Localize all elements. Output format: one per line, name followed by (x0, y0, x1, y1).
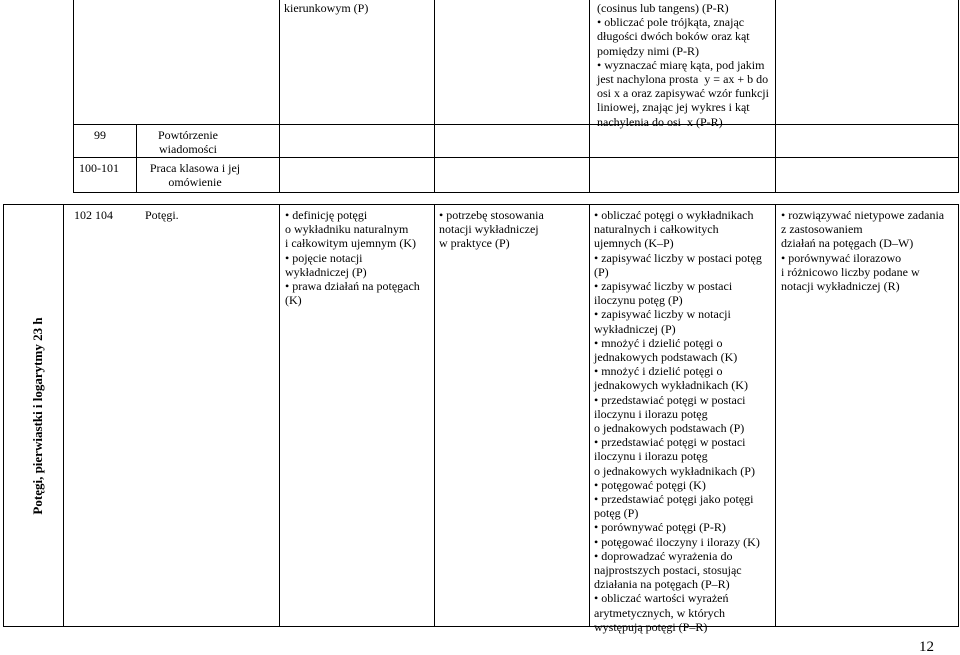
skill-line: wykładniczej (P) (594, 321, 676, 336)
extended-line: notacji wykładniczej (R) (781, 279, 900, 294)
understanding-line: • potrzebę stosowania (439, 208, 544, 222)
extended-line: • rozwiązywać nietypowe zadania (781, 208, 945, 222)
top-table-divider-num (136, 124, 137, 193)
skill-line: • mnożyć i dzielić potęgi o (594, 364, 723, 379)
knowledge-line: (K) (285, 293, 302, 308)
understanding-line: notacji wykładniczej (439, 222, 539, 237)
top-table-divider-2 (434, 0, 435, 193)
section-col-divider (434, 204, 435, 627)
knowledge-line: o wykładniku naturalnym (285, 222, 409, 237)
lesson-number: 102 104 (74, 208, 113, 222)
top-table-right-border (958, 0, 959, 193)
top-table-row-line (73, 124, 959, 125)
top-table-bottom-line (73, 192, 959, 193)
skill-line: arytmetycznych, w których (594, 605, 725, 620)
section-table-bottom-line (3, 626, 959, 627)
skill-line: naturalnych i całkowitych (594, 222, 719, 237)
skill-line: • mnożyć i dzielić potęgi o (594, 335, 723, 350)
lesson-number: 99 (94, 128, 106, 142)
top-table-row-line (73, 157, 959, 158)
skill-line: jednakowych wykładnikach (K) (594, 378, 748, 393)
knowledge-line: • pojęcie notacji (285, 250, 363, 265)
extended-line: działań na potęgach (D–W) (781, 236, 914, 251)
lesson-topic (142, 128, 234, 156)
skill-line: jednakowych podstawach (K) (594, 350, 738, 365)
knowledge-line: • prawa działań na potęgach (285, 279, 420, 294)
lesson-topic-line: Powtórzenie (158, 128, 218, 142)
skill-line: występują potęgi (P–R) (594, 619, 708, 634)
top-table-divider-3 (589, 0, 590, 193)
section-col-divider (775, 204, 776, 627)
section-table-left-border (3, 204, 4, 627)
skill-line: działania na potęgach (P–R) (594, 577, 730, 592)
understanding-line: w praktyce (P) (439, 236, 510, 251)
section-table-top-line (3, 204, 959, 205)
lesson-title: Potęgi. (145, 208, 179, 222)
skill-line: • przedstawiać potęgi w postaci (594, 435, 746, 450)
extended-cell (781, 208, 944, 293)
skills-cell (594, 208, 762, 634)
section-col-divider (279, 204, 280, 627)
knowledge-line: • definicję potęgi (285, 208, 368, 222)
top-table-left-border (73, 0, 74, 193)
extended-line: i różnicowo liczby podane w (781, 264, 920, 279)
skill-line: • obliczać wartości wyrażeń (594, 591, 729, 606)
skill-line: • doprowadzać wyrażenia do (594, 548, 733, 563)
skill-line: • potęgować iloczyny i ilorazy (K) (594, 534, 760, 549)
lesson-topic (142, 161, 248, 189)
top-table-divider-1 (279, 0, 280, 193)
skill-line: (cosinus lub tangens) (P-R) (597, 1, 729, 15)
lesson-topic-line: omówienie (168, 175, 222, 190)
section-title: Potęgi, pierwiastki i logarytmy 23 h (29, 317, 45, 515)
skill-line: osi x a oraz zapisywać wzór funkcji (597, 86, 769, 101)
skill-line: liniowej, znając jej wykres i kąt (597, 100, 750, 115)
skill-line: o jednakowych wykładnikach (P) (594, 463, 755, 478)
extended-line: z zastosowaniem (781, 222, 863, 237)
lesson-topic-line: wiadomości (159, 142, 217, 157)
skill-line: najprostszych postaci, stosując (594, 563, 742, 578)
skill-line: • przedstawiać potęgi w postaci (594, 392, 746, 407)
skill-line: • zapisywać liczby w postaci potęg (594, 250, 762, 265)
skill-line: jest nachylona prosta y = ax + b do (597, 72, 769, 87)
top-table-cell-text: kierunkowym (P) (284, 1, 369, 15)
skill-line: iloczynu i ilorazu potęg (594, 406, 708, 421)
section-table-right-border (958, 204, 959, 627)
knowledge-cell (285, 208, 420, 307)
understanding-cell (439, 208, 544, 251)
knowledge-line: wykładniczej (P) (285, 264, 367, 279)
skill-line: (P) (594, 264, 609, 279)
top-table-divider-4 (775, 0, 776, 193)
knowledge-line: i całkowitym ujemnym (K) (285, 236, 416, 251)
lesson-number: 100-101 (79, 161, 119, 175)
lesson-topic-line: Praca klasowa i jej (149, 161, 241, 175)
skill-line: pomiędzy nimi (P-R) (597, 43, 699, 58)
skill-line: iloczynu i ilorazu potęg (594, 449, 708, 464)
skill-line: • obliczać potęgi o wykładnikach (594, 208, 754, 222)
skill-line: • zapisywać liczby w notacji (594, 307, 731, 322)
skill-line: • obliczać pole trójkąta, znając (597, 15, 745, 30)
skill-line: • przedstawiać potęgi jako potęgi (594, 492, 754, 507)
skill-line: • zapisywać liczby w postaci (594, 279, 733, 294)
skill-line: iloczynu potęg (P) (594, 293, 683, 308)
skill-line: długości dwóch boków oraz kąt (597, 29, 750, 44)
section-title-divider (63, 204, 64, 627)
skill-line: ujemnych (K–P) (594, 236, 674, 251)
page-number: 12 (919, 639, 934, 655)
top-table-skills-cell (597, 1, 769, 129)
extended-line: • porównywać ilorazowo (781, 250, 902, 265)
skill-line: • porównywać potęgi (P-R) (594, 520, 726, 535)
section-col-divider (589, 204, 590, 627)
skill-line: nachylenia do osi x (P-R) (597, 114, 723, 129)
skill-line: o jednakowych podstawach (P) (594, 421, 745, 436)
skill-line: • potęgować potęgi (K) (594, 477, 706, 492)
skill-line: • wyznaczać miarę kąta, pod jakim (597, 57, 765, 72)
skill-line: potęg (P) (594, 506, 639, 521)
